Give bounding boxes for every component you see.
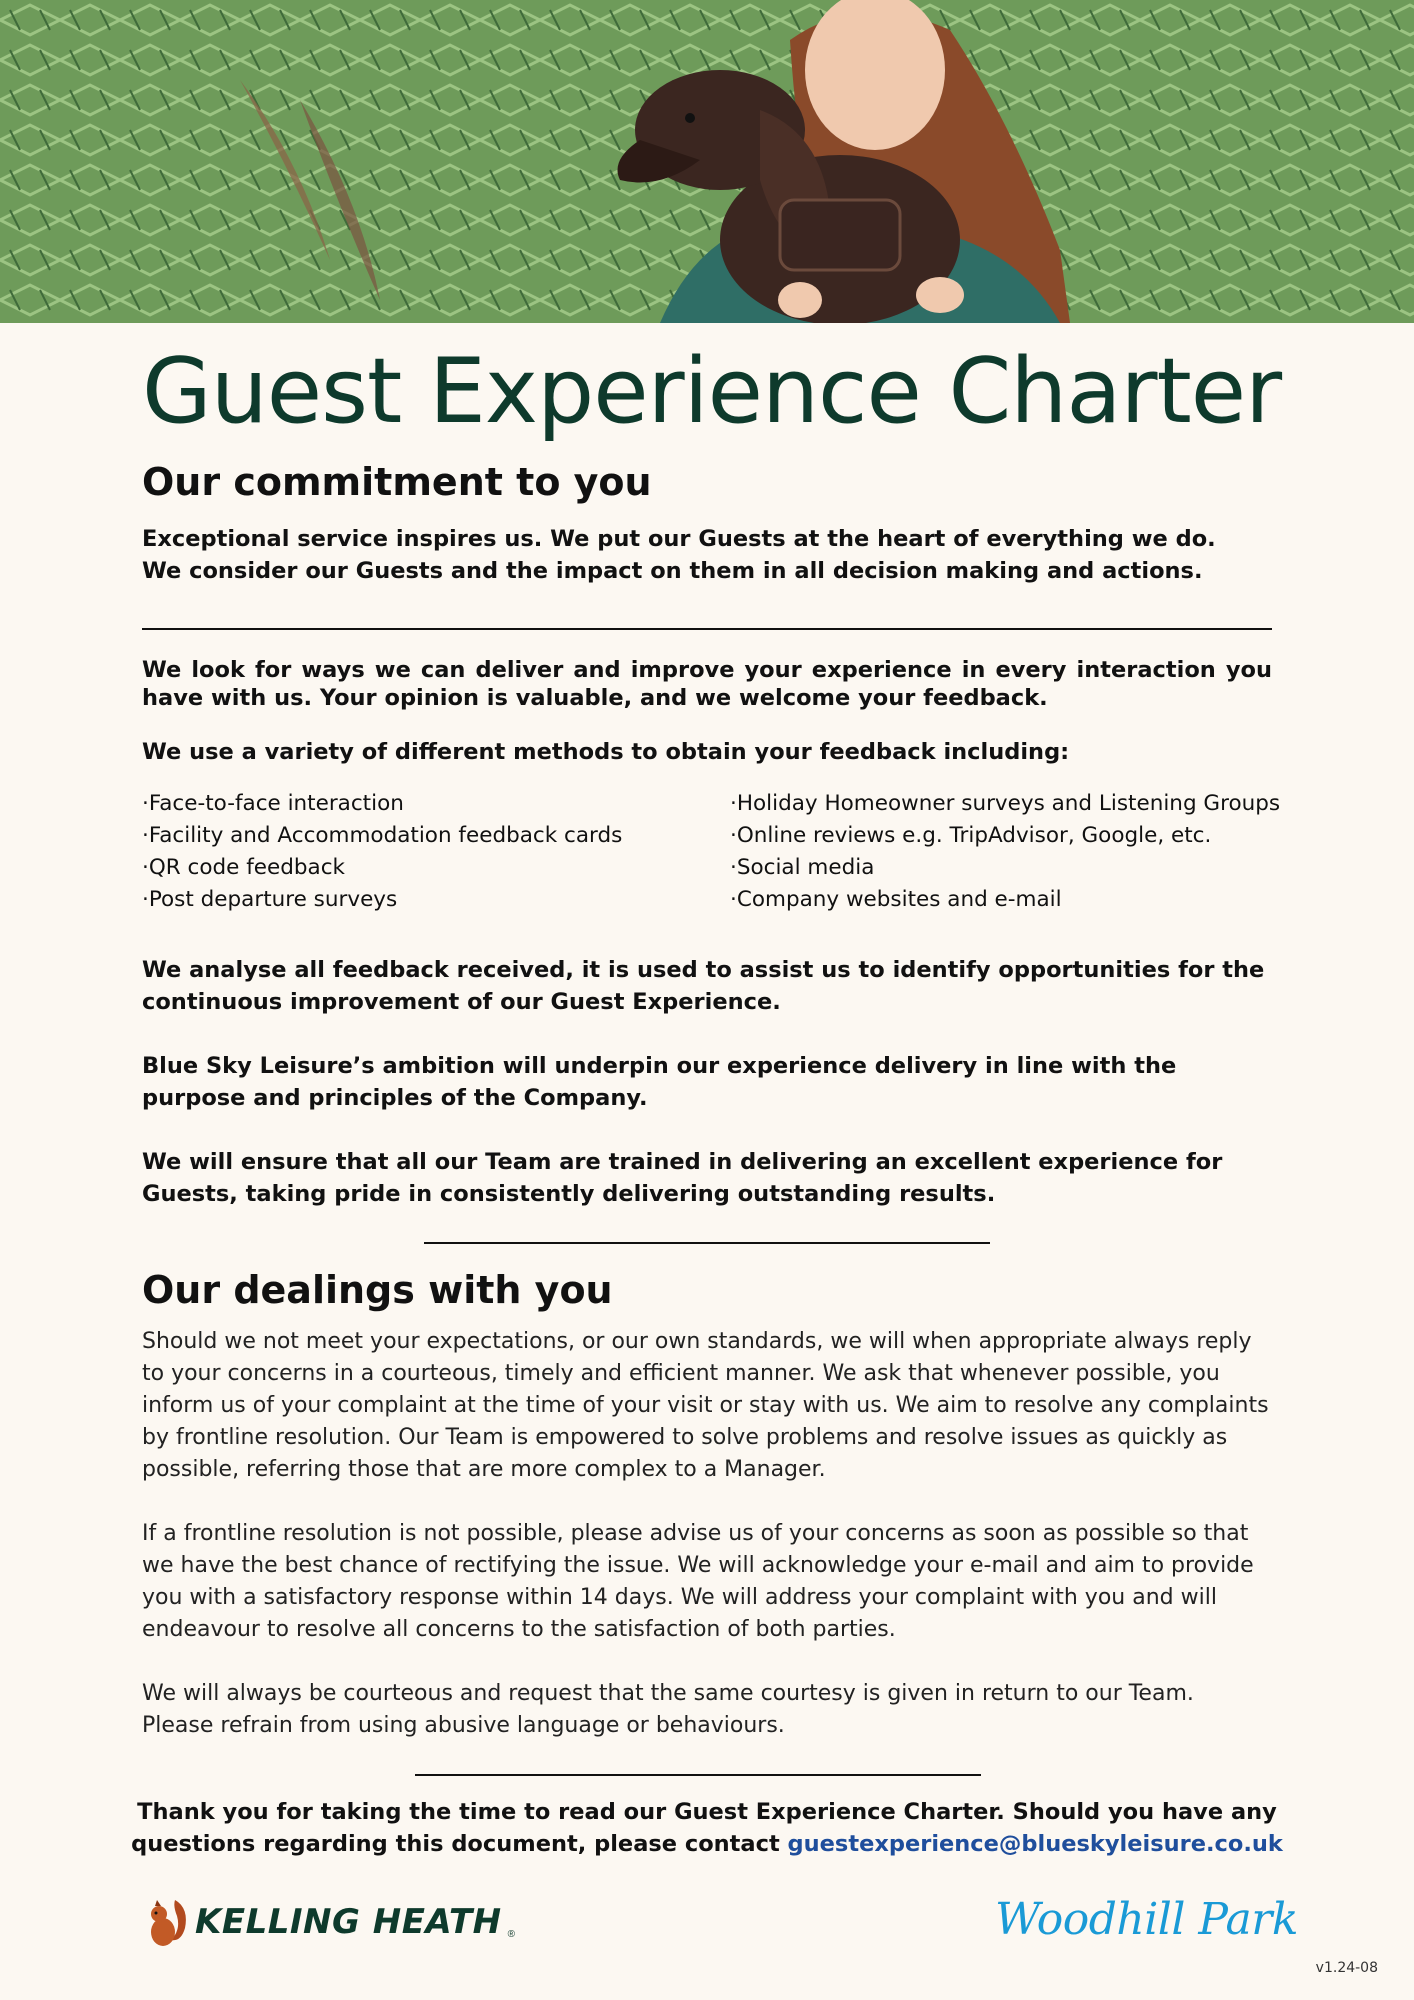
list-item: ·Company websites and e-mail <box>730 887 1062 912</box>
commitment-intro-line1: Exceptional service inspires us. We put our Guests at the heart of everything we do. <box>142 526 1216 552</box>
commitment-heading: Our commitment to you <box>142 460 652 504</box>
feedback-intro: We look for ways we can deliver and improve your experience in every interaction you have with us. Your opinion is valuable, and we welcome your feedback. <box>142 657 1272 711</box>
commitment-intro-line2: We consider our Guests and the impact on them in all decision making and actions. <box>142 558 1203 584</box>
list-item: ·Online reviews e.g. TripAdvisor, Google, etc. <box>730 823 1212 848</box>
list-item: ·Post departure surveys <box>142 887 398 912</box>
feedback-methods-list <box>142 788 1322 916</box>
kelling-heath-logo <box>145 1890 515 1954</box>
registered-mark: ® <box>507 1929 516 1940</box>
divider-2 <box>424 1242 990 1244</box>
feedback-analyse: We analyse all feedback received, it is used to assist us to identify opportunities for the continuous improvement of our Guest Experience. <box>142 957 1265 1015</box>
list-item: ·QR code feedback <box>142 855 345 880</box>
list-item: ·Face-to-face interaction <box>142 791 404 816</box>
hero-photo <box>0 0 1414 323</box>
closing-message: Thank you for taking the time to read our Guest Experience Charter. Should you have any questions regarding this document, please contact <box>131 1799 1277 1857</box>
contact-email-link[interactable]: guestexperience@blueskyleisure.co.uk <box>787 1831 1283 1857</box>
methods-right-column <box>730 788 1322 916</box>
list-item: ·Holiday Homeowner surveys and Listening Groups <box>730 791 1281 816</box>
divider-3 <box>415 1774 981 1776</box>
feedback-ambition: Blue Sky Leisure’s ambition will underpin our experience delivery in line with the purpose and principles of the Company. <box>142 1053 1177 1111</box>
list-item: ·Social media <box>730 855 875 880</box>
dealings-heading: Our dealings with you <box>142 1268 613 1312</box>
woodhill-park-logo <box>995 1885 1298 1953</box>
feedback-training: We will ensure that all our Team are trained in delivering an excellent experience for Guests, taking pride in consistently delivering outstanding results. <box>142 1149 1223 1207</box>
kelling-heath-wordmark: KELLING HEATH <box>195 1902 502 1942</box>
divider-1 <box>142 628 1272 630</box>
version-label: v1.24-08 <box>1315 1960 1378 1976</box>
squirrel-icon <box>145 1894 189 1950</box>
dealings-para-1: Should we not meet your expectations, or our own standards, we will when appropriate always reply to your concerns in a courteous, timely and efficient manner. We ask that whenever possible, you inform us of your complaint at the time of your visit or stay with us. We aim to resolve any complaints by frontline resolution. Our Team is empowered to solve problems and resolve issues as quickly as possible, referring those that are more complex to a Manager. <box>142 1329 1269 1482</box>
woodhill-park-wordmark: Woodhill Park <box>995 1893 1298 1945</box>
closing-text <box>120 1796 1294 1860</box>
page-title: Guest Experience Charter <box>142 339 1282 444</box>
hero-illustration <box>0 0 1414 323</box>
feedback-methods-intro: We use a variety of different methods to obtain your feedback including: <box>142 739 1070 765</box>
dealings-para-2: If a frontline resolution is not possible, please advise us of your concerns as soon as possible so that we have the best chance of rectifying the issue. We will acknowledge your e-mail and aim to provide you with a satisfactory response within 14 days. We will address your complaint with you and will endeavour to resolve all concerns to the satisfaction of both parties. <box>142 1521 1254 1642</box>
list-item: ·Facility and Accommodation feedback cards <box>142 823 623 848</box>
methods-left-column <box>142 788 730 916</box>
dealings-para-3: We will always be courteous and request that the same courtesy is given in return to our Team. Please refrain from using abusive language or behaviours. <box>142 1681 1194 1738</box>
